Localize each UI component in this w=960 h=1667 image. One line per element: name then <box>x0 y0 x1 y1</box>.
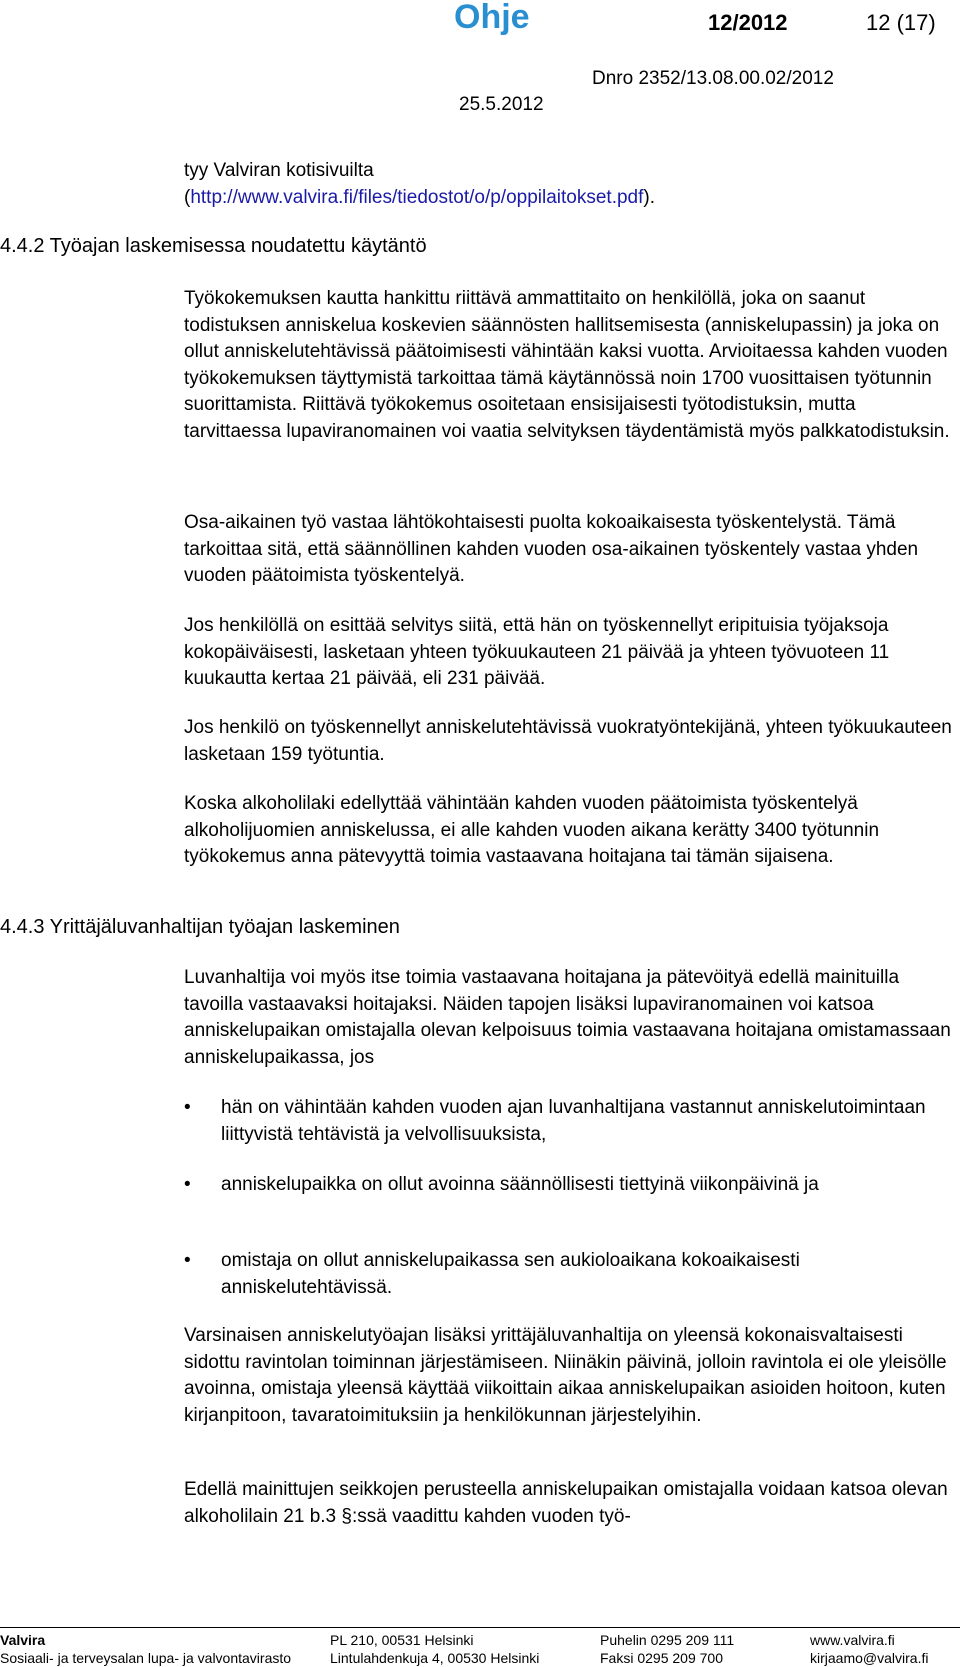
guide-number: 12/2012 <box>708 10 788 35</box>
document-type-title: Ohje <box>454 0 530 36</box>
paragraph: Koska alkoholilaki edellyttää vähintään kahden vuoden päätoimista työskentelyä alkoholijuomien anniskelussa, ei alle kahden vuoden aikana kerätty 3400 työtunnin työkokemus anna pätevyyttä toimia vastaavana hoitajana tai tämän sijaisena. <box>184 793 880 867</box>
footer-org-full: Sosiaali- ja terveysalan lupa- ja valvontavirasto <box>0 1650 292 1666</box>
paragraph: Varsinaisen anniskelutyöajan lisäksi yrittäjäluvanhaltija on yleensä kokonaisvaltaisesti sidottu ravintolan toiminnan järjestämiseen. Niinäkin päivinä, jolloin ravintola ei ole yleisölle avoinna, omistaja yleensä käyttää viikoittain aikaa anniskelupaikan asioiden hoitoon, kuten kirjanpitoon, tavaratoimituksiin ja henkilökunnan järjestelyihin. <box>184 1325 947 1426</box>
link-open-paren: ( <box>184 186 191 208</box>
paragraph: Jos henkilöllä on esittää selvitys siitä, että hän on työskennellyt eripituisia työjaksoja kokopäiväisesti, lasketaan yhteen työkuukauteen 21 päivää ja yhteen työvuoteen 11 kuukautta kertaa 21 päivää, eli 231 päivää. <box>184 615 890 689</box>
footer-divider <box>0 1627 960 1628</box>
conditions-list <box>184 1172 954 1199</box>
document-date: 25.5.2012 <box>459 94 544 115</box>
paragraph: Työkokemuksen kautta hankittu riittävä ammattitaito on henkilöllä, joka on saanut todistuksen anniskelua koskevien säännösten hallitsemisesta (anniskelupassin) ja joka on ollut anniskelutehtävissä päätoimisesti vähintään kaksi vuotta. Arvioitaessa kahden vuoden työkokemuksen täyttymistä tarkoittaa tämä käytännössä noin 1700 vuosittaisen työtunnin suorittamista. Riittävä työkokemus osoitetaan ensisijaisesti työtodistuksin, mutta tarvittaessa lupaviranomainen voi vaatia selvityksen täydentämistä myös palkkatodistuksin. <box>184 288 950 442</box>
conditions-list <box>184 1248 954 1301</box>
intro-text <box>184 158 954 211</box>
list-item: • anniskelupaikka on ollut avoinna säännöllisesti tiettyinä viikonpäivinä ja <box>184 1172 954 1199</box>
footer-street-address: Lintulahdenkuja 4, 00530 Helsinki <box>330 1650 540 1666</box>
page-number: 12 (17) <box>866 10 936 35</box>
list-item: • omistaja on ollut anniskelupaikassa sen aukioloaikana kokoaikaisesti anniskelutehtävissä. <box>184 1248 954 1301</box>
intro-line: tyy Valviran kotisivuilta <box>184 160 374 181</box>
paragraph: Jos henkilö on työskennellyt anniskelutehtävissä vuokratyöntekijänä, yhteen työkuukauteen lasketaan 159 työtuntia. <box>184 717 952 765</box>
footer-postal-address: PL 210, 00531 Helsinki <box>330 1632 474 1648</box>
footer-website[interactable]: www.valvira.fi <box>810 1632 895 1648</box>
section-heading-443: 4.4.3 Yrittäjäluvanhaltijan työajan laskeminen <box>0 916 400 938</box>
list-item: • hän on vähintään kahden vuoden ajan luvanhaltijana vastannut anniskelutoimintaan liittyvistä tehtävistä ja velvollisuuksista, <box>184 1095 954 1148</box>
link-close-paren: ). <box>643 186 655 208</box>
intro-link-line <box>184 185 954 212</box>
record-number: Dnro 2352/13.08.00.02/2012 <box>592 68 834 89</box>
footer-fax: Faksi 0295 209 700 <box>600 1650 723 1666</box>
paragraph: Luvanhaltija voi myös itse toimia vastaavana hoitajana ja pätevöityä edellä mainituilla tavoilla vastaavaksi hoitajaksi. Näiden tapojen lisäksi lupaviranomainen voi katsoa anniskelupaikan omistajalla olevan kelpoisuus toimia vastaavana hoitajana omistamassaan anniskelupaikassa, jos <box>184 967 951 1068</box>
footer-org: Valvira <box>0 1632 46 1648</box>
footer-phone: Puhelin 0295 209 111 <box>600 1632 735 1648</box>
footer-email[interactable]: kirjaamo@valvira.fi <box>810 1650 929 1666</box>
paragraph: Osa-aikainen työ vastaa lähtökohtaisesti puolta kokoaikaisesta työskentelystä. Tämä tarkoittaa sitä, että säännöllinen kahden vuoden osa-aikainen työskentely vastaa yhden vuoden päätoimista työskentelyä. <box>184 512 919 586</box>
section-heading-442: 4.4.2 Työajan laskemisessa noudatettu käytäntö <box>0 235 427 257</box>
oppilaitokset-link[interactable]: http://www.valvira.fi/files/tiedostot/o/p/oppilaitokset.pdf <box>190 186 644 208</box>
paragraph: Edellä mainittujen seikkojen perusteella anniskelupaikan omistajalla voidaan katsoa olevan alkoholilain 21 b.3 §:ssä vaadittu kahden vuoden työ- <box>184 1479 948 1527</box>
conditions-list <box>184 1095 954 1148</box>
